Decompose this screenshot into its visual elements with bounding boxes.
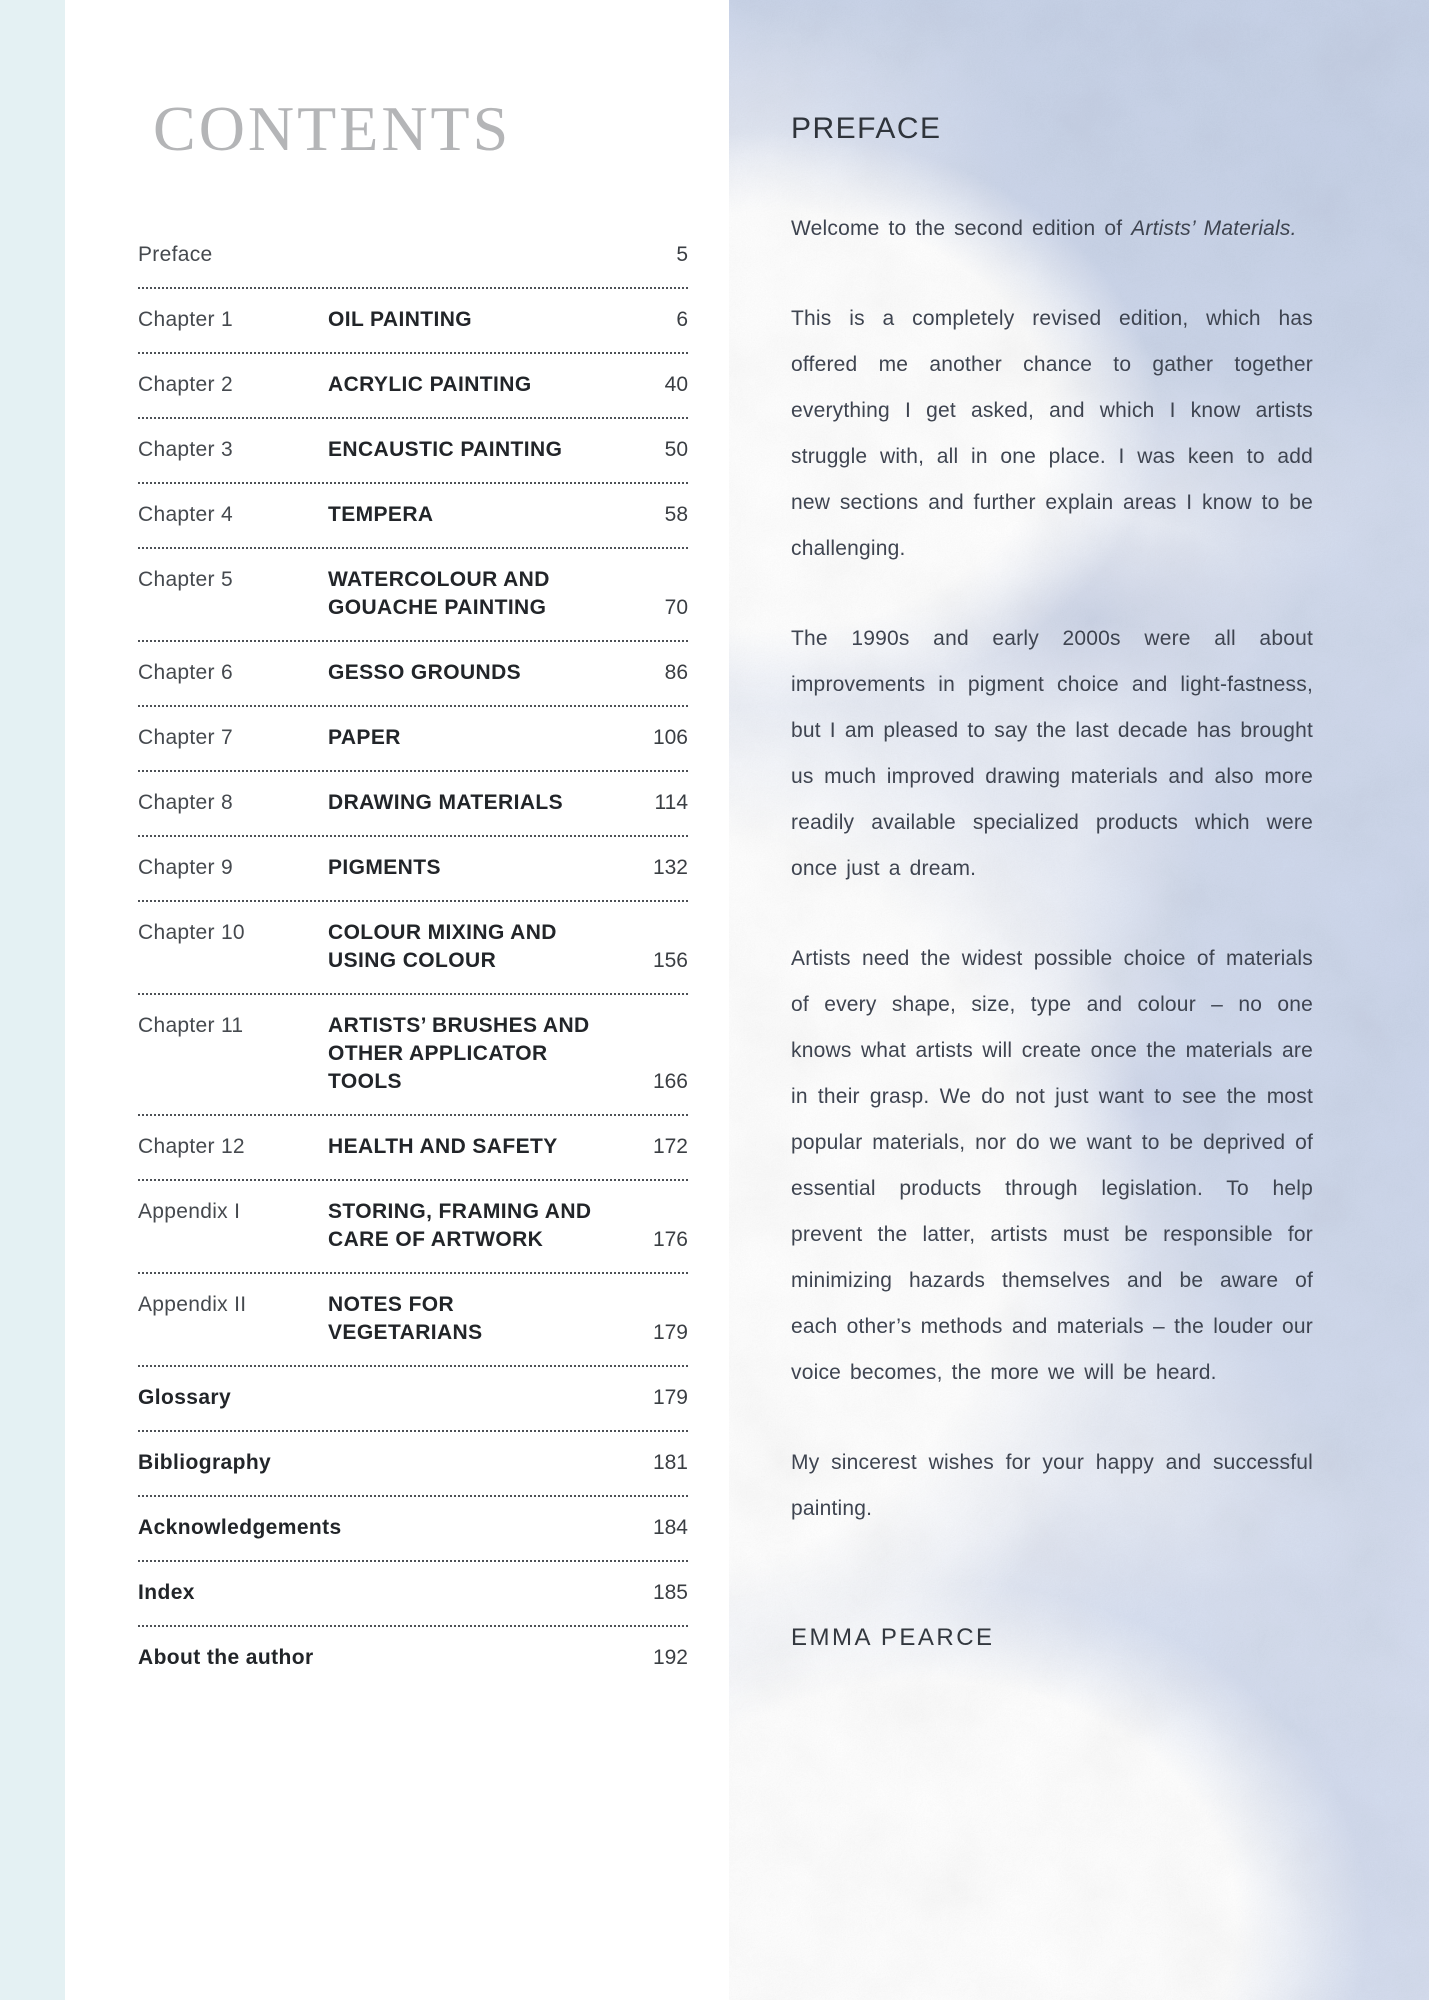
toc-entry-page: 106: [652, 726, 688, 749]
toc-entry-title: ENCAUSTIC PAINTING: [328, 438, 563, 461]
author-signature: EMMA PEARCE: [791, 1624, 995, 1651]
toc-entry-label: Preface: [138, 243, 213, 266]
preface-paragraph: Welcome to the second edition of Artists’ Materials.: [791, 217, 1297, 240]
preface-paragraph: My sincerest wishes for your happy and successful painting.: [791, 1451, 1313, 1520]
toc-entry-page: 179: [652, 1321, 688, 1344]
toc-entry-page: 132: [652, 856, 688, 879]
toc-entry-title: STORING, FRAMING AND CARE OF ARTWORK: [328, 1200, 592, 1251]
toc-entry-title: [328, 1644, 612, 1672]
toc-entry: [138, 837, 688, 900]
toc-entry-label: Chapter 6: [138, 661, 233, 684]
toc-entry-page: 192: [652, 1646, 688, 1669]
toc-entry: [138, 224, 688, 287]
toc-entry-page: 70: [664, 596, 688, 619]
toc-entry-page: 185: [652, 1581, 688, 1604]
contents-title: CONTENTS: [153, 93, 512, 164]
toc-entry: [138, 1274, 688, 1365]
toc-entry: [138, 549, 688, 640]
table-of-contents: [138, 224, 688, 1690]
preface-paragraph: The 1990s and early 2000s were all about improvements in pigment choice and light-fastness, but I am pleased to say the last decade has brought us much improved drawing materials and also more readily available specialized products which were once just a dream.: [791, 627, 1313, 880]
toc-entry: [138, 1432, 688, 1495]
toc-entry-title: [328, 1449, 612, 1477]
toc-entry-page: 6: [676, 308, 688, 331]
toc-entry-page: 86: [664, 661, 688, 684]
toc-entry: [138, 484, 688, 547]
toc-entry-page: 181: [652, 1451, 688, 1474]
toc-entry: [138, 707, 688, 770]
toc-entry-label: Chapter 8: [138, 791, 233, 814]
toc-entry: [138, 1562, 688, 1625]
toc-entry: [138, 1367, 688, 1430]
toc-entry-page: 176: [652, 1228, 688, 1251]
toc-entry-label: Chapter 9: [138, 856, 233, 879]
toc-entry-title: GESSO GROUNDS: [328, 661, 522, 684]
toc-entry-title: [328, 1384, 612, 1412]
toc-entry-page: 58: [664, 503, 688, 526]
toc-entry: [138, 772, 688, 835]
toc-entry-title: HEALTH AND SAFETY: [328, 1135, 558, 1158]
page-edge-strip: [0, 0, 65, 2000]
contents-page: [65, 0, 729, 2000]
toc-entry-title: COLOUR MIXING AND USING COLOUR: [328, 921, 557, 972]
toc-entry-label: Chapter 11: [138, 1014, 244, 1037]
toc-entry-page: 5: [676, 243, 688, 266]
toc-entry-title: NOTES FOR VEGETARIANS: [328, 1293, 483, 1344]
toc-entry: [138, 995, 688, 1114]
toc-entry-label: Chapter 4: [138, 503, 233, 526]
toc-entry-label: Appendix I: [138, 1200, 241, 1223]
toc-entry-title: PAPER: [328, 726, 401, 749]
toc-entry-title: TEMPERA: [328, 503, 434, 526]
toc-entry: [138, 1181, 688, 1272]
preface-content: [729, 0, 1429, 1652]
toc-entry-label: Chapter 5: [138, 568, 233, 591]
toc-entry-label: About the author: [138, 1646, 314, 1669]
toc-entry-title: OIL PAINTING: [328, 308, 473, 331]
toc-entry: [138, 642, 688, 705]
toc-entry-label: Chapter 1: [138, 308, 233, 331]
toc-entry-label: Glossary: [138, 1386, 232, 1409]
toc-entry-page: 179: [652, 1386, 688, 1409]
toc-entry-title: WATERCOLOUR AND GOUACHE PAINTING: [328, 568, 550, 619]
toc-entry-label: Chapter 2: [138, 373, 233, 396]
toc-entry: [138, 419, 688, 482]
toc-entry-page: 184: [652, 1516, 688, 1539]
toc-entry-page: 166: [652, 1070, 688, 1093]
toc-entry-label: Chapter 7: [138, 726, 233, 749]
toc-entry-label: Chapter 3: [138, 438, 233, 461]
toc-entry-label: Index: [138, 1581, 195, 1604]
preface-paragraph: This is a completely revised edition, which has offered me another chance to gather together everything I get asked, and which I know artists struggle with, all in one place. I was keen to add new sections and further explain areas I know to be challenging.: [791, 307, 1313, 560]
toc-entry-page: 50: [664, 438, 688, 461]
toc-entry-label: Appendix II: [138, 1293, 247, 1316]
toc-entry-title: [328, 241, 612, 269]
toc-entry-title: PIGMENTS: [328, 856, 441, 879]
toc-entry-title: [328, 1514, 612, 1542]
toc-entry: [138, 354, 688, 417]
toc-entry-title: ACRYLIC PAINTING: [328, 373, 532, 396]
toc-entry-label: Chapter 10: [138, 921, 245, 944]
toc-entry-page: 172: [652, 1135, 688, 1158]
preface-heading: PREFACE: [791, 112, 942, 145]
toc-entry: [138, 902, 688, 993]
toc-entry: [138, 1116, 688, 1179]
toc-entry-label: Acknowledgements: [138, 1516, 342, 1539]
preface-paragraph: Artists need the widest possible choice of materials of every shape, size, type and colour – no one knows what artists will create once the materials are in their grasp. We do not just want to see the most popular materials, nor do we want to be deprived of essential products through legislation. To help prevent the latter, artists must be responsible for minimizing hazards themselves and be aware of each other’s methods and materials – the louder our voice becomes, the more we will be heard.: [791, 947, 1313, 1384]
toc-entry-title: DRAWING MATERIALS: [328, 791, 564, 814]
toc-entry: [138, 1627, 688, 1690]
preface-page: [729, 0, 1429, 2000]
toc-entry-page: 40: [664, 373, 688, 396]
toc-entry-label: Bibliography: [138, 1451, 272, 1474]
toc-entry-page: 114: [654, 791, 688, 814]
preface-body: [791, 206, 1313, 1532]
toc-entry: [138, 1497, 688, 1560]
toc-entry-title: ARTISTS’ BRUSHES AND OTHER APPLICATOR TOOLS: [328, 1014, 590, 1093]
toc-entry-label: Chapter 12: [138, 1135, 245, 1158]
toc-entry-page: 156: [652, 949, 688, 972]
toc-entry: [138, 289, 688, 352]
toc-entry-title: [328, 1579, 612, 1607]
